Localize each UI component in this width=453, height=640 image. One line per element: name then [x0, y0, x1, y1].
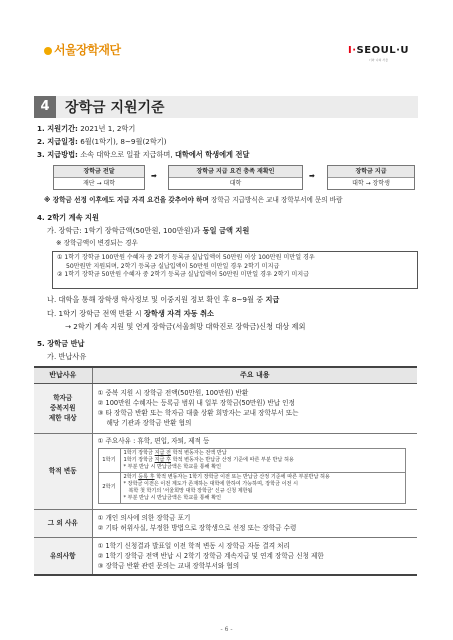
rule-underline: 등록 후 — [138, 473, 155, 480]
col-header-reason: 반납사유 — [34, 367, 92, 383]
col-header-content: 주요 내용 — [92, 367, 417, 383]
row-content-notes — [92, 537, 417, 575]
seoul-logo-sub: 너와 나의 서울 — [368, 58, 389, 62]
content-line: ① 1학기 신청결과 발표일 이전 학적 변동 시 장학금 자동 결격 처리 — [97, 541, 290, 550]
item-value-emphasis: 대학에서 학생에게 전달 — [174, 150, 250, 159]
logo-mark-icon — [44, 47, 52, 55]
flow-box-payment — [327, 165, 415, 190]
section-title-bar — [34, 95, 418, 118]
content-line: 해당 기관과 장학금 반환 협의 — [106, 419, 192, 427]
rule-text: 1학기 장학금 — [123, 456, 153, 463]
semester-rules — [120, 472, 405, 503]
flow-note-bold: ※ 장학금 선정 이후에도 지급 자격 요건을 갖추어야 하며 — [44, 196, 209, 204]
row-label-notes: 유의사항 — [34, 537, 92, 575]
item-value: 6월(1학기), 8~9월(2학기) — [80, 137, 167, 146]
flow-note — [44, 196, 343, 205]
row-label-line: 중복지원 — [50, 404, 76, 412]
table-row — [34, 433, 417, 509]
flow-box-detail: 재단 → 대학 — [82, 180, 116, 187]
row-content-duplicate — [92, 383, 417, 433]
continuous-cancel-detail: → 2학기 계속 지원 및 연계 장학금(서울희망 대학진로 장학금)신청 대상 제외 — [65, 322, 306, 331]
flow-box-detail: 대학 → 장학생 — [352, 180, 390, 187]
continuous-amount-bold: 동일 금액 지원 — [202, 226, 250, 235]
content-line: ③ 타 장학금 반환 또는 학자금 대출 상환 희망자는 교내 장학부서 또는 — [97, 409, 299, 417]
semester-label: 2학기 — [98, 472, 120, 503]
flow-box-transfer — [53, 165, 145, 190]
continuous-cancel — [47, 309, 214, 318]
flow-box-heading: 장학금 지급 — [328, 166, 414, 178]
amount-change-box — [52, 251, 418, 289]
table-row — [34, 509, 417, 537]
refund-table — [34, 366, 417, 576]
refund-title: 5. 장학금 반납 — [37, 339, 85, 348]
content-line: ③ 장학금 반환 관련 문의는 교내 장학부서와 협의 — [97, 561, 240, 570]
amount-change-note: ※ 장학금액이 변경되는 경우 — [56, 239, 138, 247]
rule-text: 1학기 장학금 — [123, 449, 153, 456]
continuous-cancel-bold: 장학생 자격 자동 취소 — [143, 309, 214, 318]
table-row — [34, 537, 417, 575]
amount-change-line: 50만원만 지원되며, 2학기 등록금 실납입액이 50만원 미만일 경우 2학기 미지급 — [66, 262, 280, 270]
row-content-other — [92, 509, 417, 537]
item-label: 1. 지원기간: — [37, 124, 78, 133]
rule-text: 학적 변동자는 1학기 장학금 이전 또는 반납금 산정 기준에 따른 부분반납 허용 — [156, 473, 330, 480]
semester-rules-table — [98, 448, 406, 504]
continuous-verification-text: 나. 대학을 통해 장학생 학사정보 및 이중지원 정보 확인 후 8~9월 중 — [47, 295, 264, 304]
rule-text: 2학기 — [123, 473, 137, 480]
content-line: ② 100만원 수혜자는 등록금 범위 내 일부 장학금(50만원) 반납 인정 — [97, 399, 295, 407]
content-line: ② 기타 허위사실, 부정한 방법으로 장학생으로 선정 또는 장학금 수령 — [97, 524, 297, 532]
row-content-status-change — [92, 433, 417, 509]
section-number: 4 — [34, 96, 56, 118]
flow-box-heading: 장학금 지급 요건 충족 재확인 — [169, 166, 302, 178]
continuous-amount-text: 가. 장학금: 1학기 장학금액(50만원, 100만원)과 — [47, 226, 201, 235]
seoul-city-logo — [348, 46, 409, 62]
semester-rules — [120, 448, 405, 472]
row-label-other: 그 외 사유 — [34, 509, 92, 537]
semester-row — [98, 448, 405, 472]
row-label-line: 제한 대상 — [48, 414, 77, 422]
rule-note: * 부분 반납 시 반납금액은 학교를 통해 확인 — [123, 494, 222, 501]
continuous-verification-bold: 지급 — [265, 295, 280, 304]
flow-arrow-icon: ➡ — [151, 172, 157, 180]
continuous-cancel-text: 다. 1학기 장학금 전액 반환 시 — [47, 309, 142, 318]
rule-underline: 지급 전 — [154, 449, 171, 456]
rule-text: 학적 변동자는 반납금 산정 기준에 따른 부분 반납 허용 — [172, 456, 294, 463]
item-value: 2021년 1, 2학기 — [80, 124, 136, 133]
continuous-verification — [47, 295, 279, 304]
semester-row — [98, 472, 405, 503]
seoul-logo-prefix: I· — [348, 45, 357, 56]
content-line: ① 중복 지원 시 장학금 전액(50만원, 100만원) 반환 — [97, 389, 249, 397]
section-title: 장학금 지원기준 — [65, 99, 165, 116]
refund-table-header — [34, 367, 417, 383]
rule-note: * 부분 반납 시 반납금액은 학교를 통해 확인 — [123, 463, 222, 470]
row-label-line: 학자금 — [53, 394, 73, 402]
row-label-duplicate — [34, 383, 92, 433]
flow-box-heading: 장학금 전달 — [54, 166, 144, 178]
table-row — [34, 383, 417, 433]
amount-change-line: ② 1학기 장학금 50만원 수혜자 중 2학기 등록금 실납입액이 50만원 미만일 경우 2학기 미지급 — [57, 271, 310, 278]
item-payment-method — [37, 150, 249, 159]
payment-flow-diagram — [53, 165, 415, 190]
continuous-support-title: 4. 2학기 계속 지원 — [37, 213, 99, 222]
seoul-logo-main: SEOUL·U — [356, 45, 409, 56]
flow-note-rest: 장학금 지급방식은 교내 장학부서에 문의 바람 — [211, 196, 343, 204]
content-line: ① 주요사유 : 휴학, 편입, 자퇴, 제적 등 — [97, 436, 210, 445]
page-header — [0, 0, 453, 75]
row-label-status-change: 학적 변동 — [34, 433, 92, 509]
content-line: ① 개인 의사에 의한 장학금 포기 — [97, 514, 191, 522]
rule-note: 복학 첫 학기의 '서울희망 대학 장학금' 신규 신청 제한됨 — [128, 487, 253, 494]
amount-change-line: ① 1학기 장학금 100만원 수혜자 중 2학기 등록금 실납입액이 50만원 이상 100만원 미만일 경우 — [57, 254, 315, 261]
item-value: 소속 대학으로 일괄 지급하며, — [80, 150, 173, 159]
flow-arrow-icon: ➡ — [309, 172, 315, 180]
seoul-scholarship-logo — [44, 44, 121, 56]
rule-note: * 장학금 이전은 이전 계도가 존재하는 대학에 한하여 가능하며, 장학금 이전 시 — [123, 480, 299, 487]
flow-box-recheck — [168, 165, 303, 190]
content-line: ② 1학기 장학금 전액 반납 시 2학기 장학금 계속지급 및 연계 장학금 신청 제한 — [97, 551, 324, 560]
semester-label: 1학기 — [98, 448, 120, 472]
item-support-period — [37, 124, 135, 133]
rule-underline: 지급 후 — [154, 456, 171, 463]
continuous-amount — [47, 226, 249, 235]
item-label: 2. 지급일정: — [37, 137, 78, 146]
item-label: 3. 지급방법: — [37, 150, 78, 159]
flow-box-detail: 대학 — [229, 180, 242, 187]
rule-text: 학적 변동자는 전액 반납 — [172, 449, 227, 456]
item-payment-schedule — [37, 137, 167, 146]
refund-reason-heading: 가. 반납사유 — [47, 352, 87, 361]
page-number: - 6 - — [220, 626, 233, 633]
logo-text: 서울장학재단 — [54, 43, 121, 57]
